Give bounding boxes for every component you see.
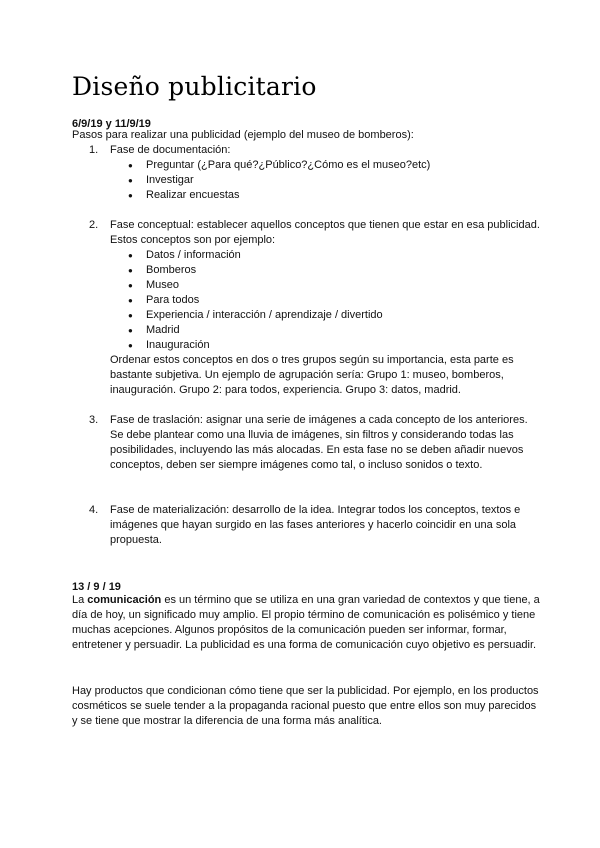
step-1 <box>72 143 540 203</box>
step-2-after-text: Ordenar estos conceptos en dos o tres grupos según su importancia, esta parte es bastante subjetiva. Un ejemplo de agrupación sería: Grupo 1: museo, bomberos, inauguración. Grupo 2: para todos, experiencia. Grupo 3: datos, madrid. <box>110 354 514 396</box>
list-item: ● Para todos <box>128 293 540 308</box>
step-4 <box>72 503 540 548</box>
paragraph-text-end: es un término que se utiliza en una gran variedad de contextos y que tiene, a día de hoy, un significado muy amplio. El propio término de comunicación es polisémico y tiene muchas acepciones. Algunos propósitos de la comunicación pueden ser informar, formar, entretener y persuadir. La publicidad es una forma de comunicación cuyo objetivo es persuadir. <box>72 594 540 651</box>
paragraph-text-start: La <box>72 594 88 606</box>
section1-date: 6/9/19 y 11/9/19 <box>72 118 151 130</box>
list-item: ● Experiencia / interacción / aprendizaje / divertido <box>128 308 540 323</box>
step-text: Fase de materialización: desarrollo de la idea. Integrar todos los conceptos, textos e imágenes que hayan surgido en las fases anteriores y hacerlo coincidir en una sola propuesta. <box>110 504 521 546</box>
step-number: 1. <box>89 144 99 156</box>
step-2 <box>72 218 540 398</box>
list-item: ● Madrid <box>128 323 540 338</box>
list-item: ● Inauguración <box>128 338 540 353</box>
list-item: ● Preguntar (¿Para qué?¿Público?¿Cómo es el museo?etc) <box>128 158 540 173</box>
list-item: ● Datos / información <box>128 248 540 263</box>
paragraph-productos: Hay productos que condicionan cómo tiene que ser la publicidad. Por ejemplo, en los productos cosméticos se suele tender a la propaganda racional puesto que entre ellos son muy parecidos y se tiene que mostrar la diferencia de una forma más analítica. <box>72 685 539 727</box>
paragraph-comunicacion <box>72 593 540 653</box>
step-3 <box>72 413 540 473</box>
step-2-bullets <box>128 248 540 353</box>
step-text: Fase de traslación: asignar una serie de imágenes a cada concepto de los anteriores. Se debe plantear como una lluvia de imágenes, sin filtros y considerando todas las posibilidades, incluyendo las más alocadas. En esta fase no se deben añadir nuevos conceptos, deben ser siempre imágenes como tal, o incluso sonidos o texto. <box>110 414 528 471</box>
step-text: Fase de documentación: <box>110 144 231 156</box>
list-item: ● Bomberos <box>128 263 540 278</box>
section1-intro: Pasos para realizar una publicidad (ejemplo del museo de bomberos): <box>72 129 414 141</box>
bold-term: comunicación <box>87 594 162 606</box>
list-item: ● Investigar <box>128 173 540 188</box>
step-number: 4. <box>89 504 99 516</box>
step-1-bullets <box>128 158 540 203</box>
list-item: ● Museo <box>128 278 540 293</box>
step-number: 2. <box>89 219 99 231</box>
page-title: Diseño publicitario <box>72 72 317 101</box>
step-text: Fase conceptual: establecer aquellos conceptos que tienen que estar en esa publicidad. Estos conceptos son por ejemplo: <box>110 219 540 246</box>
list-item: ● Realizar encuestas <box>128 188 540 203</box>
section2-date: 13 / 9 / 19 <box>72 581 121 593</box>
step-number: 3. <box>89 414 99 426</box>
